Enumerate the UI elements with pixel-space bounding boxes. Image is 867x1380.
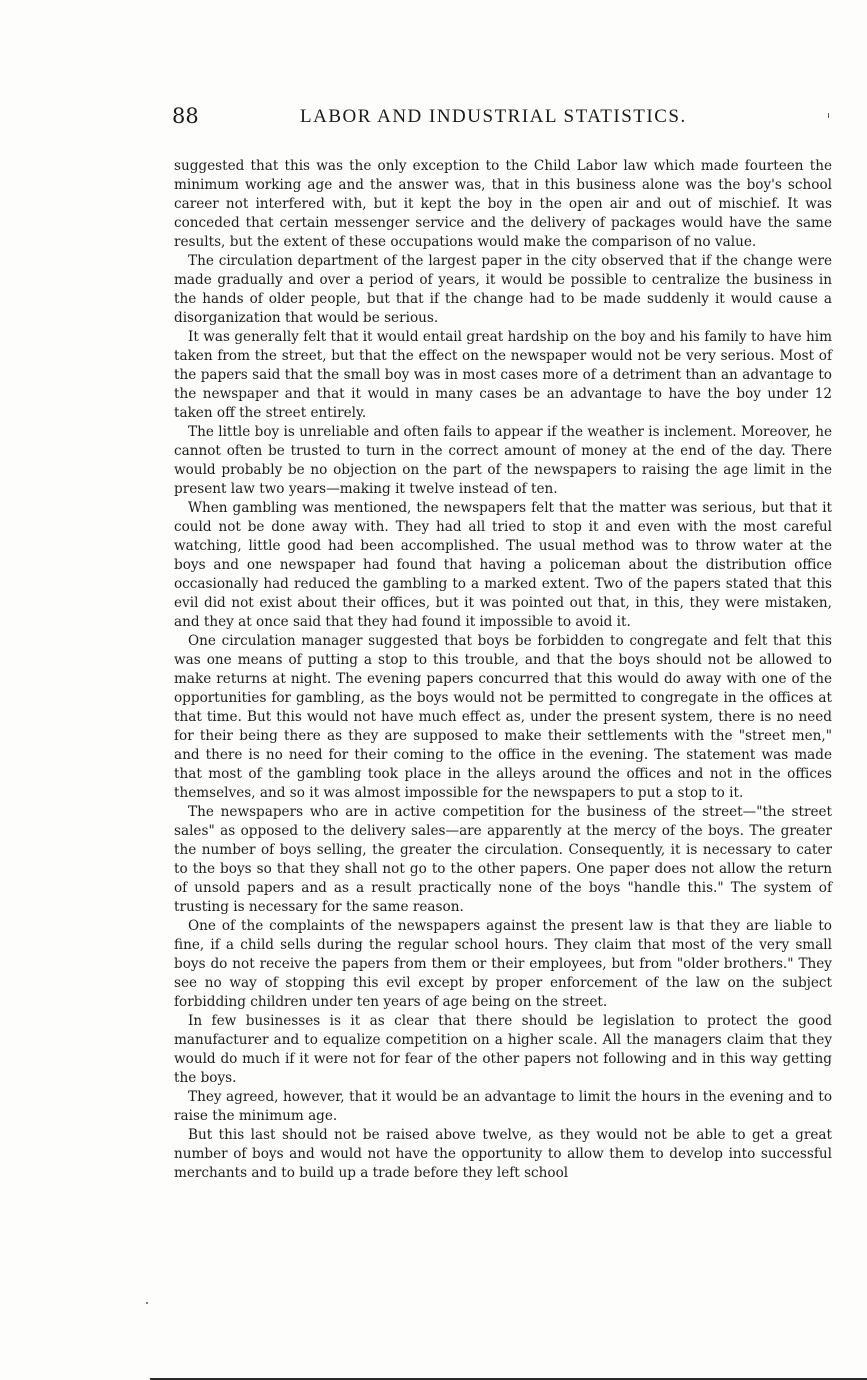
paragraph: The little boy is unreliable and often fails to appear if the weather is inclement. Moreover, he cannot often be trusted to turn in the correct amount of money at the end of the day. There would probably be no objection on the part of the newspapers to raising the age limit in the present law two years—making it twelve instead of ten. <box>174 424 832 497</box>
body-text <box>174 157 832 1183</box>
paragraph: One circulation manager suggested that boys be forbidden to congregate and felt that this was one means of putting a stop to this trouble, and that the boys should not be allowed to make returns at night. The evening papers concurred that this would do away with one of the opportunities for gambling, as the boys would not be permitted to congregate in the offices at that time. But this would not have much effect as, under the present system, there is no need for their being there as they are supposed to make their settlements with the "street men," and there is no need for their coming to the office in the evening. The statement was made that most of the gambling took place in the alleys around the offices and not in the offices themselves, and so it was almost impossible for the newspapers to put a stop to it. <box>174 633 832 801</box>
paragraph: The circulation department of the largest paper in the city observed that if the change were made gradually and over a period of years, it would be possible to centralize the business in the hands of older people, but that if the change had to be made suddenly it would cause a disorganization that would be serious. <box>174 253 832 326</box>
paragraph: suggested that this was the only exception to the Child Labor law which made fourteen the minimum working age and the answer was, that in this business alone was the boy's school career not interfered with, but it kept the boy in the open air and out of mischief. It was conceded that certain messenger service and the delivery of packages would have the same results, but the extent of these occupations would make the comparison of no value. <box>174 158 832 250</box>
scan-speck <box>146 1302 148 1304</box>
page-number: 88 <box>172 104 199 128</box>
page-header <box>172 104 832 134</box>
paragraph: The newspapers who are in active competition for the business of the street—"the street sales" as opposed to the delivery sales—are apparently at the mercy of the boys. The greater the number of boys selling, the greater the circulation. Consequently, it is necessary to cater to the boys so that they shall not go to the other papers. One paper does not allow the return of unsold papers and as a result practically none of the boys "handle this." The system of trusting is necessary for the same reason. <box>174 804 832 915</box>
paragraph: In few businesses is it as clear that there should be legislation to protect the good manufacturer and to equalize competition on a higher scale. All the managers claim that they would do much if it were not for fear of the other papers not following and in this way getting the boys. <box>174 1013 832 1086</box>
paragraph: But this last should not be raised above twelve, as they would not be able to get a great number of boys and would not have the opportunity to allow them to develop into successful merchants and to build up a trade before they left school <box>174 1127 832 1181</box>
scan-speck <box>828 113 829 118</box>
paragraph: One of the complaints of the newspapers against the present law is that they are liable to fine, if a child sells during the regular school hours. They claim that most of the very small boys do not receive the papers from them or their employees, but from "older brothers." They see no way of stopping this evil except by proper enforcement of the law on the subject forbidding children under ten years of age being on the street. <box>174 918 832 1010</box>
paragraph: When gambling was mentioned, the newspapers felt that the matter was serious, but that it could not be done away with. They had all tried to stop it and even with the most careful watching, little good had been accomplished. The usual method was to throw water at the boys and one newspaper had found that having a policeman about the distribution office occasionally had reduced the gambling to a marked extent. Two of the papers stated that this evil did not exist about their offices, but it was pointed out that, in this, they were mistaken, and they at once said that they had found it impossible to avoid it. <box>174 500 832 630</box>
paragraph: They agreed, however, that it would be an advantage to limit the hours in the evening and to raise the minimum age. <box>174 1089 832 1124</box>
paragraph: It was generally felt that it would entail great hardship on the boy and his family to have him taken from the street, but that the effect on the newspaper would not be very serious. Most of the papers said that the small boy was in most cases more of a detriment than an advantage to the newspaper and that it would in many cases be an advantage to have the boy under 12 taken off the street entirely. <box>174 329 832 421</box>
running-title: LABOR AND INDUSTRIAL STATISTICS. <box>300 106 687 127</box>
